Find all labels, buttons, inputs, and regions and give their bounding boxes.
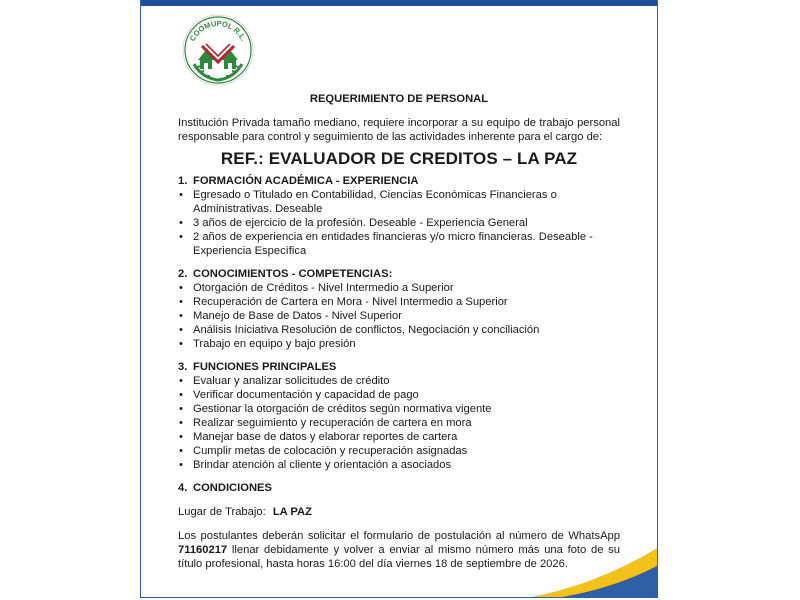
work-location-label: Lugar de Trabajo:: [178, 506, 266, 518]
intro-paragraph: Institución Privada tamaño mediano, requiere incorporar a su equipo de trabajo personal responsable para control y seguimiento de las actividades inherente para el cargo de:: [178, 117, 620, 143]
list-item: • Trabajo en equipo y bajo presión: [178, 337, 620, 351]
list-item: • Egresado o Titulado en Contabilidad, Ciencias Económicas Financieras o Administrativas. Deseable: [178, 188, 620, 216]
list-item: • Gestionar la otorgación de créditos según normativa vigente: [178, 402, 620, 416]
job-posting-frame: [140, 0, 658, 598]
svg-text:COOMUPOL R.L.: COOMUPOL R.L.: [187, 18, 249, 43]
top-accent-bar: [141, 0, 657, 6]
section-number: 3.: [178, 361, 188, 373]
closing-text-after: llenar debidamente y volver a enviar al mismo número más una foto de su título profesional, hasta horas 16:00 del día viernes 18 de septiembre de 2026.: [178, 544, 620, 570]
list-item: • 3 años de ejercicio de la profesión. Deseable - Experiencia General: [178, 216, 620, 230]
section-title: [178, 481, 620, 495]
section-title: [178, 174, 620, 188]
list-item: • Cumplir metas de colocación y recuperación asignadas: [178, 444, 620, 458]
position-reference: REF.: EVALUADOR DE CREDITOS – LA PAZ: [220, 149, 578, 168]
list-item: • Manejar base de datos y elaborar reportes de cartera: [178, 430, 620, 444]
work-location: [178, 505, 620, 519]
list-item: • Análisis Iniciativa Resolución de conflictos, Negociación y conciliación: [178, 323, 620, 337]
section-number: 2.: [178, 268, 188, 280]
section-title: [178, 267, 620, 281]
corner-swoosh-decoration: [519, 539, 658, 598]
section-title-text: CONDICIONES: [193, 482, 272, 494]
coomupol-logo: [182, 14, 254, 86]
list-item: • Realizar seguimiento y recuperación de cartera en mora: [178, 416, 620, 430]
section-list: [178, 281, 620, 351]
list-item: • Manejo de Base de Datos - Nivel Superior: [178, 309, 620, 323]
whatsapp-number: 71160217: [178, 544, 228, 556]
list-item: • Brindar atención al cliente y orientación a asociados: [178, 458, 620, 472]
posting-heading: REQUERIMIENTO DE PERSONAL: [309, 93, 489, 105]
section-title: [178, 360, 620, 374]
section-number: 1.: [178, 175, 188, 187]
list-item: • Evaluar y analizar solicitudes de crédito: [178, 374, 620, 388]
section-number: 4.: [178, 482, 188, 494]
list-item: • Otorgación de Créditos - Nivel Intermedio a Superior: [178, 281, 620, 295]
section-title-text: FORMACIÓN ACADÉMICA - EXPERIENCIA: [193, 175, 419, 187]
list-item: • 2 años de experiencia en entidades financieras y/o micro financieras. Deseable - Experiencia Específica: [178, 230, 620, 258]
posting-content: [178, 90, 620, 571]
section-title-text: FUNCIONES PRINCIPALES: [193, 361, 337, 373]
section-title-text: CONOCIMIENTOS - COMPETENCIAS:: [193, 268, 393, 280]
section-list: [178, 374, 620, 472]
list-item: • Recuperación de Cartera en Mora - Nivel Intermedio a Superior: [178, 295, 620, 309]
work-location-value: LA PAZ: [272, 506, 312, 518]
list-item: • Verificar documentación y capacidad de pago: [178, 388, 620, 402]
section-list: [178, 188, 620, 258]
closing-text-before: Los postulantes deberán solicitar el formulario de postulación al número de WhatsApp: [178, 530, 620, 542]
